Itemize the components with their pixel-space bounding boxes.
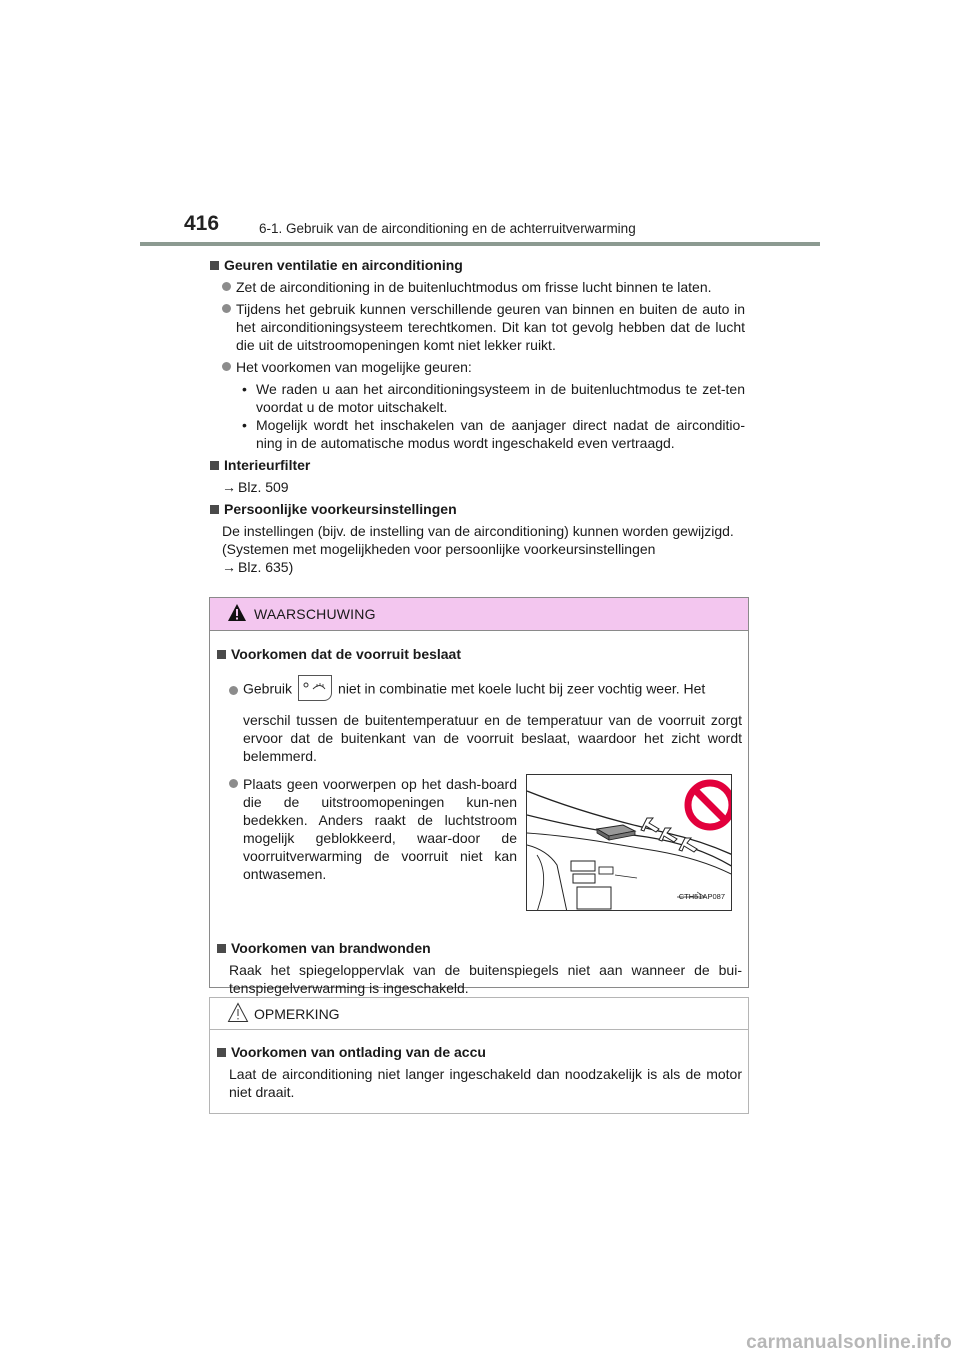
square-bullet-icon xyxy=(217,1048,226,1057)
odors-heading: Geuren ventilatie en airconditioning xyxy=(210,256,745,274)
round-bullet-icon xyxy=(222,304,231,313)
square-bullet-icon xyxy=(217,650,226,659)
odors-sub-2: • Mogelijk wordt het inschakelen van de aanjager direct nadat de airconditio-ning in de automatische modus wordt ingeschakeld even vertraagd. xyxy=(242,417,745,451)
fog-bullet-1: Gebruik niet in combinatie met koele lucht bij zeer vochtig weer. Het verschil tussen de buitentemperatuur en de temperatuur van de voorruit zorgt ervoor dat de buitenkant van de voorruit beslaat, waardoor het zicht wordt belemmerd. xyxy=(229,677,742,765)
round-bullet-icon xyxy=(222,282,231,291)
warning-box xyxy=(209,597,749,996)
section-title: 6-1. Gebruik van de airconditioning en de achterruitverwarming xyxy=(259,221,636,236)
note-box xyxy=(209,997,749,1114)
warning-body xyxy=(210,631,748,997)
battery-heading: Voorkomen van ontlading van de accu xyxy=(217,1043,742,1061)
square-bullet-icon xyxy=(217,944,226,953)
filter-reference[interactable]: → Blz. 509 xyxy=(222,479,289,495)
dashboard-illustration xyxy=(526,774,732,911)
arrow-right-icon: → xyxy=(222,559,236,575)
fog-bullet-2: Plaats geen voorwerpen op het dash-board die de uitstroomopeningen kun-nen bedekken. Anders raakt de luchtstroom mogelijk geblokkeerd, waar-door de voorruitverwarming de voorruit niet kan ontwasemen. xyxy=(229,775,517,883)
battery-text: Laat de airconditioning niet langer ingeschakeld dan noodzakelijk is als de motor niet draait. xyxy=(229,1066,742,1100)
personal-text: De instellingen (bijv. de instelling van de airconditioning) kunnen worden gewijzigd. (Systemen met mogelijkheden voor persoonlijke voorkeursinstellingen → Blz. 635) xyxy=(222,523,734,575)
square-bullet-icon xyxy=(210,461,219,470)
warning-title-bar xyxy=(210,598,748,631)
page-number: 416 xyxy=(184,212,220,235)
round-bullet-icon xyxy=(229,779,238,788)
square-bullet-icon xyxy=(210,261,219,270)
burn-text: Raak het spiegeloppervlak van de buitenspiegels niet aan wanneer de bui-tenspiegelverwarming is ingeschakeld. xyxy=(229,962,742,996)
odors-bullet-3: Het voorkomen van mogelijke geuren: xyxy=(222,358,745,376)
note-title: OPMERKING xyxy=(254,1006,340,1022)
header-rule xyxy=(140,242,820,246)
odors-bullet-2: Tijdens het gebruik kunnen verschillende geuren van binnen en buiten de auto in het airconditioningsysteem terechtkomen. Dit kan tot gevolg hebben dat de lucht die uit de uitstroomopeningen komt niet lekker ruikt. xyxy=(222,300,745,354)
caution-outline-triangle-icon xyxy=(227,1002,249,1023)
defroster-button-icon xyxy=(298,675,332,701)
arrow-right-icon: → xyxy=(222,479,236,495)
round-bullet-icon xyxy=(222,362,231,371)
footer-brand[interactable]: carmanualsonline.info xyxy=(746,1332,952,1353)
odors-bullet-1: Zet de airconditioning in de buitenluchtmodus om frisse lucht binnen te laten. xyxy=(222,278,745,296)
warning-title: WAARSCHUWING xyxy=(254,606,376,622)
illustration-code: CTH51AP087 xyxy=(678,892,725,901)
main-content xyxy=(210,256,745,576)
personal-reference[interactable]: Blz. 635) xyxy=(238,559,294,575)
personal-heading: Persoonlijke voorkeursinstellingen xyxy=(210,500,745,518)
odors-sub-1: • We raden u aan het airconditioningsysteem in de buitenluchtmodus te zet-ten voordat u de motor uitschakelt. xyxy=(242,381,745,415)
note-body xyxy=(210,1030,748,1101)
round-bullet-icon xyxy=(229,686,238,695)
note-title-bar xyxy=(210,998,748,1030)
page-header xyxy=(140,212,820,246)
filter-heading: Interieurfilter xyxy=(210,456,745,474)
square-bullet-icon xyxy=(210,505,219,514)
warning-triangle-icon xyxy=(227,603,247,622)
fog-heading: Voorkomen dat de voorruit beslaat xyxy=(217,645,742,663)
burn-heading: Voorkomen van brandwonden xyxy=(217,939,742,957)
